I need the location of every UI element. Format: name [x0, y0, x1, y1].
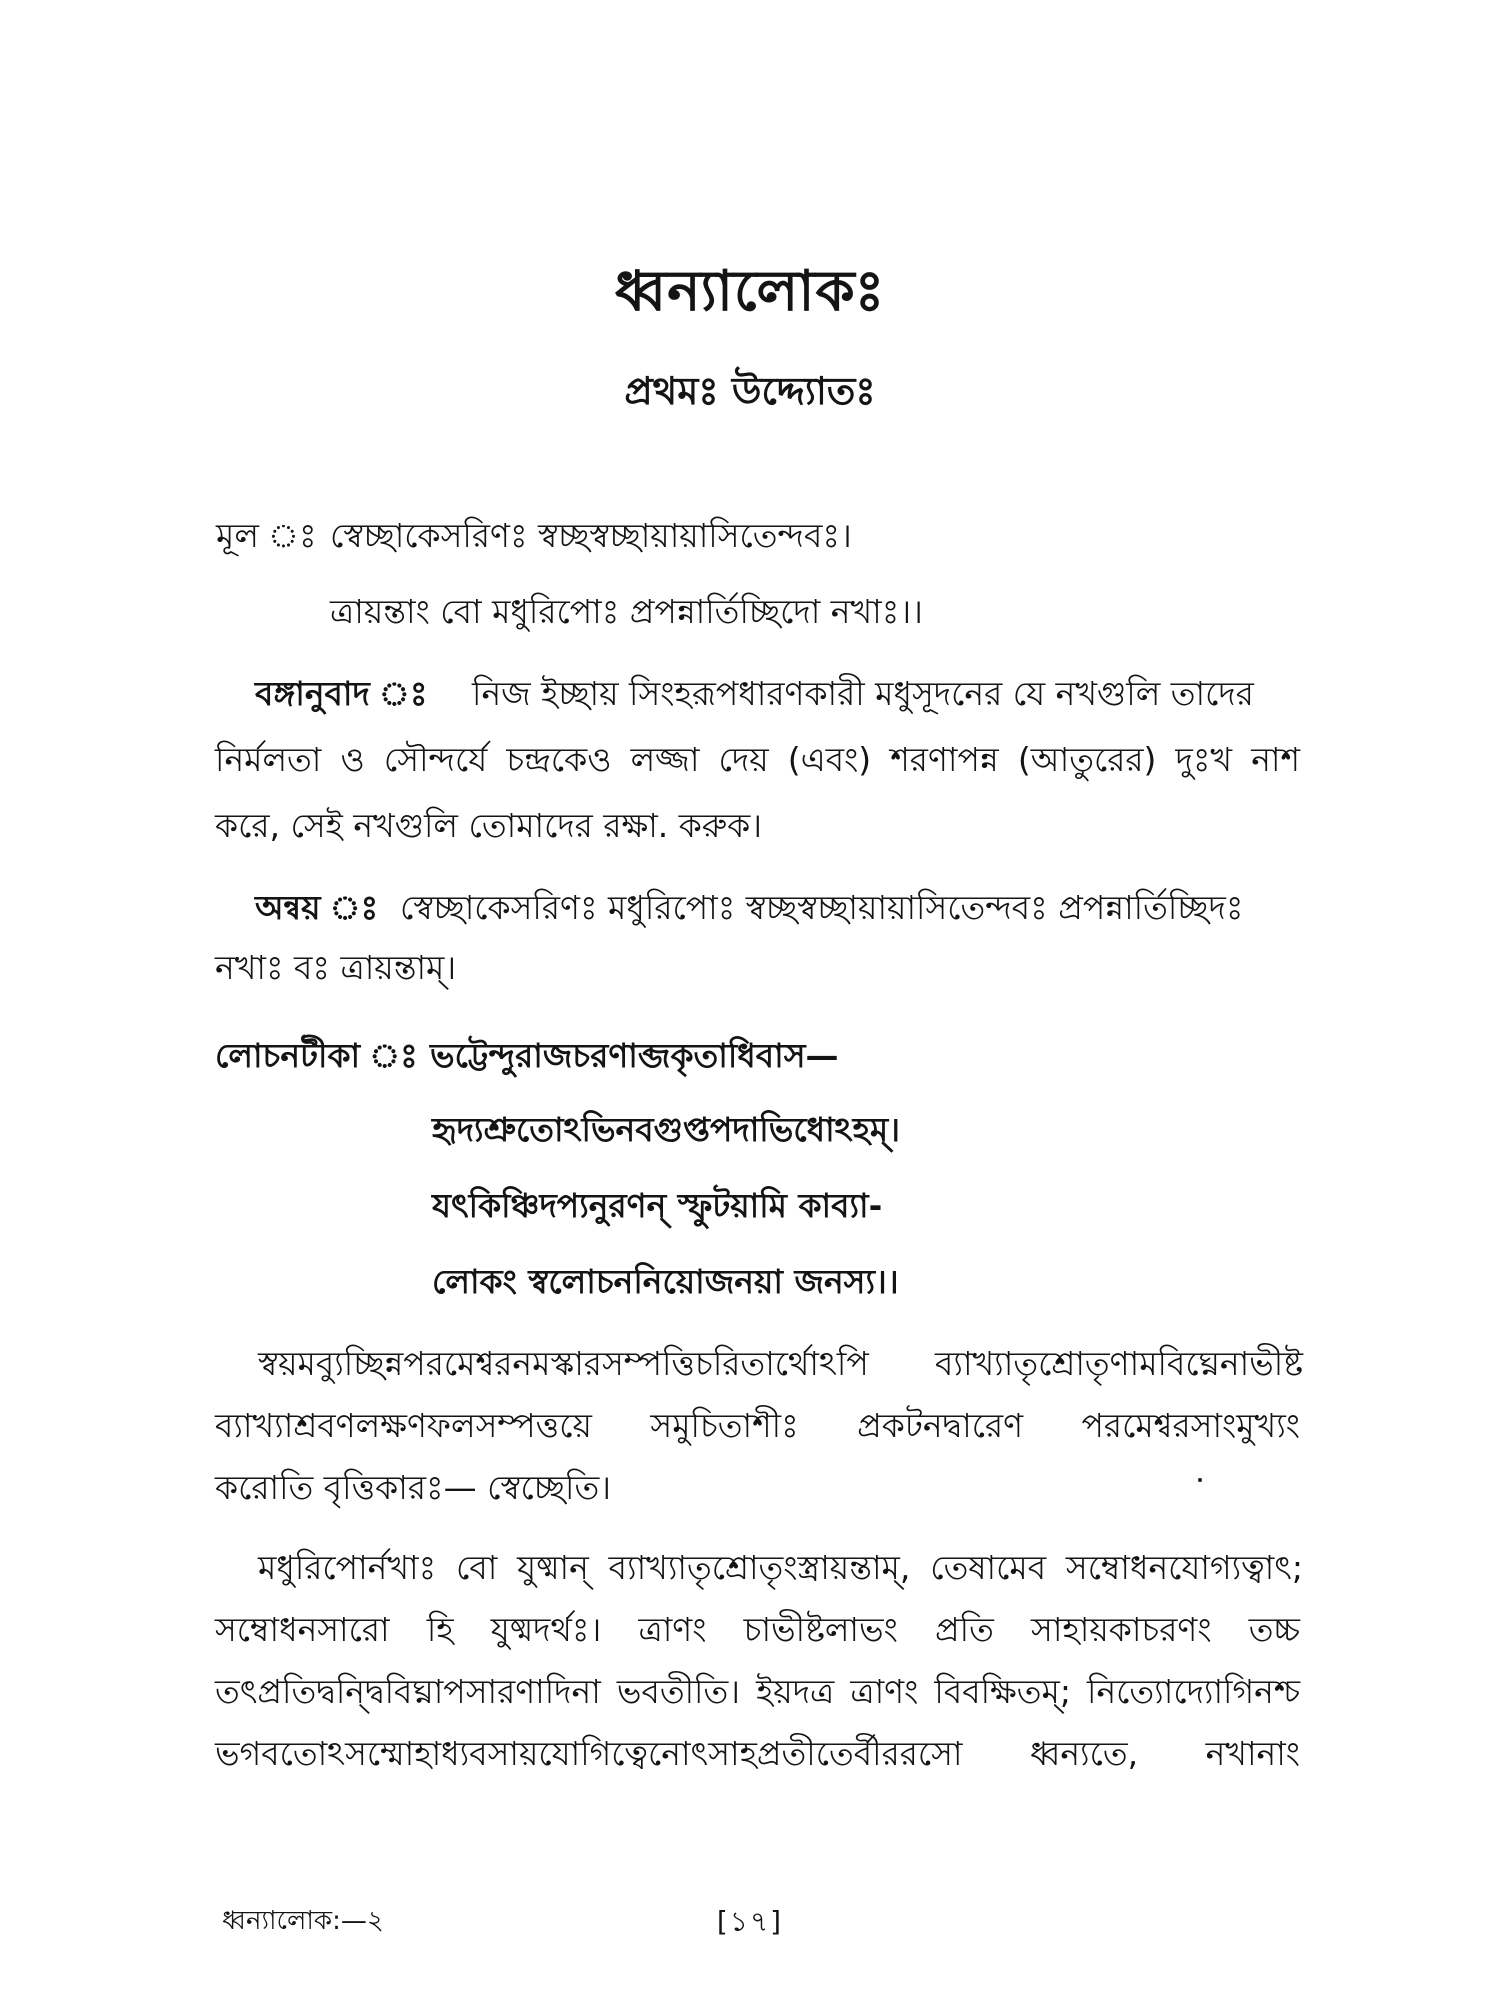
anvaya-line-2: নখাঃ বঃ ত্রায়ন্তাম্।	[215, 948, 457, 987]
commentary-2-line-4: ভগবতোঽসম্মোহাধ্যবসায়যোগিত্বেনোৎসাহপ্রতীতের্বীররসো ধ্বন্যতে, নখানাং	[215, 1734, 1300, 1773]
lochana-label: লোচনটীকা ঃ	[215, 1036, 418, 1075]
translation-line-1: নিজ ইচ্ছায় সিংহরূপধারণকারী মধুসূদনের যে নখগুলি তাদের	[472, 674, 1254, 713]
chapter-subtitle: প্রথমঃ উদ্দ্যোতঃ	[624, 369, 876, 413]
lochana-verse-line-2: হৃদ্যশ্রুতোঽভিনবগুপ্তপদাভিধোঽহম্।	[432, 1110, 901, 1149]
translation-label: বঙ্গানুবাদ ঃ	[255, 674, 428, 713]
footer-signature: ধ্বন্যালোক:—২	[222, 1906, 384, 1936]
translation-line-2: নির্মলতা ও সৌন্দর্যে চন্দ্রকেও লজ্জা দেয় (এবং) শরণাপন্ন (আতুরের) দুঃখ নাশ	[215, 740, 1300, 779]
commentary-2-line-2: সম্বোধনসারো হি যুষ্মদর্থঃ। ত্রাণং চাভীষ্টলাভং প্রতি সাহায়কাচরণং তচ্চ	[215, 1610, 1300, 1649]
mula-verse-line-1: স্বেচ্ছাকেসরিণঃ স্বচ্ছস্বচ্ছায়ায়াসিতেন্দবঃ।	[330, 516, 852, 555]
commentary-1-line-1: স্বয়মব্যুচ্ছিন্নপরমেশ্বরনমস্কারসম্পত্তিচরিতার্থোঽপি ব্যাখ্যাতৃশ্রোতৃণামবিঘ্নেনাভীষ্ট	[258, 1344, 1303, 1383]
page-title: ধ্বন্যালোকঃ	[614, 259, 886, 324]
lochana-verse-line-3: যৎকিঞ্চিদপ্যনুরণন্ স্ফুটয়ামি কাব্যা-	[432, 1186, 883, 1225]
ink-speck	[1198, 1478, 1202, 1482]
mula-verse-line-2: ত্রায়ন্তাং বো মধুরিপোঃ প্রপন্নার্তিচ্ছিদো নখাঃ।।	[330, 592, 923, 631]
commentary-1-line-2: ব্যাখ্যাশ্রবণলক্ষণফলসম্পত্তয়ে সমুচিতাশীঃ প্রকটনদ্বারেণ পরমেশ্বরসাংমুখ্যং	[215, 1406, 1300, 1445]
anvaya-label: অন্বয় ঃ	[255, 888, 379, 927]
commentary-2-line-1: মধুরিপোর্নখাঃ বো যুষ্মান্ ব্যাখ্যাতৃশ্রোতৃংস্ত্রায়ন্তাম্, তেষামেব সম্বোধনযোগ্যত্বাৎ;	[258, 1548, 1303, 1587]
page-number: [১৭]	[716, 1905, 784, 1938]
commentary-2-line-3: তৎপ্রতিদ্বন্দ্বিবিঘ্নাপসারণাদিনা ভবতীতি। ইয়দত্র ত্রাণং বিবক্ষিতম্; নিত্যোদ্যোগিনশ্চ	[215, 1672, 1300, 1711]
translation-line-3: করে, সেই নখগুলি তোমাদের রক্ষা. করুক।	[215, 806, 763, 845]
lochana-verse-line-1: ভট্টেন্দুরাজচরণাব্জকৃতাধিবাস—	[430, 1036, 839, 1075]
mula-label: মূল ঃ	[216, 516, 317, 555]
lochana-verse-line-4: লোকং স্বলোচননিয়োজনয়া জনস্য।।	[432, 1262, 899, 1301]
anvaya-line-1: স্বেচ্ছাকেসরিণঃ মধুরিপোঃ স্বচ্ছস্বচ্ছায়ায়াসিতেন্দবঃ প্রপন্নার্তিচ্ছিদঃ	[400, 888, 1244, 927]
commentary-1-line-3: করোতি বৃত্তিকারঃ— স্বেচ্ছেতি।	[215, 1468, 612, 1507]
